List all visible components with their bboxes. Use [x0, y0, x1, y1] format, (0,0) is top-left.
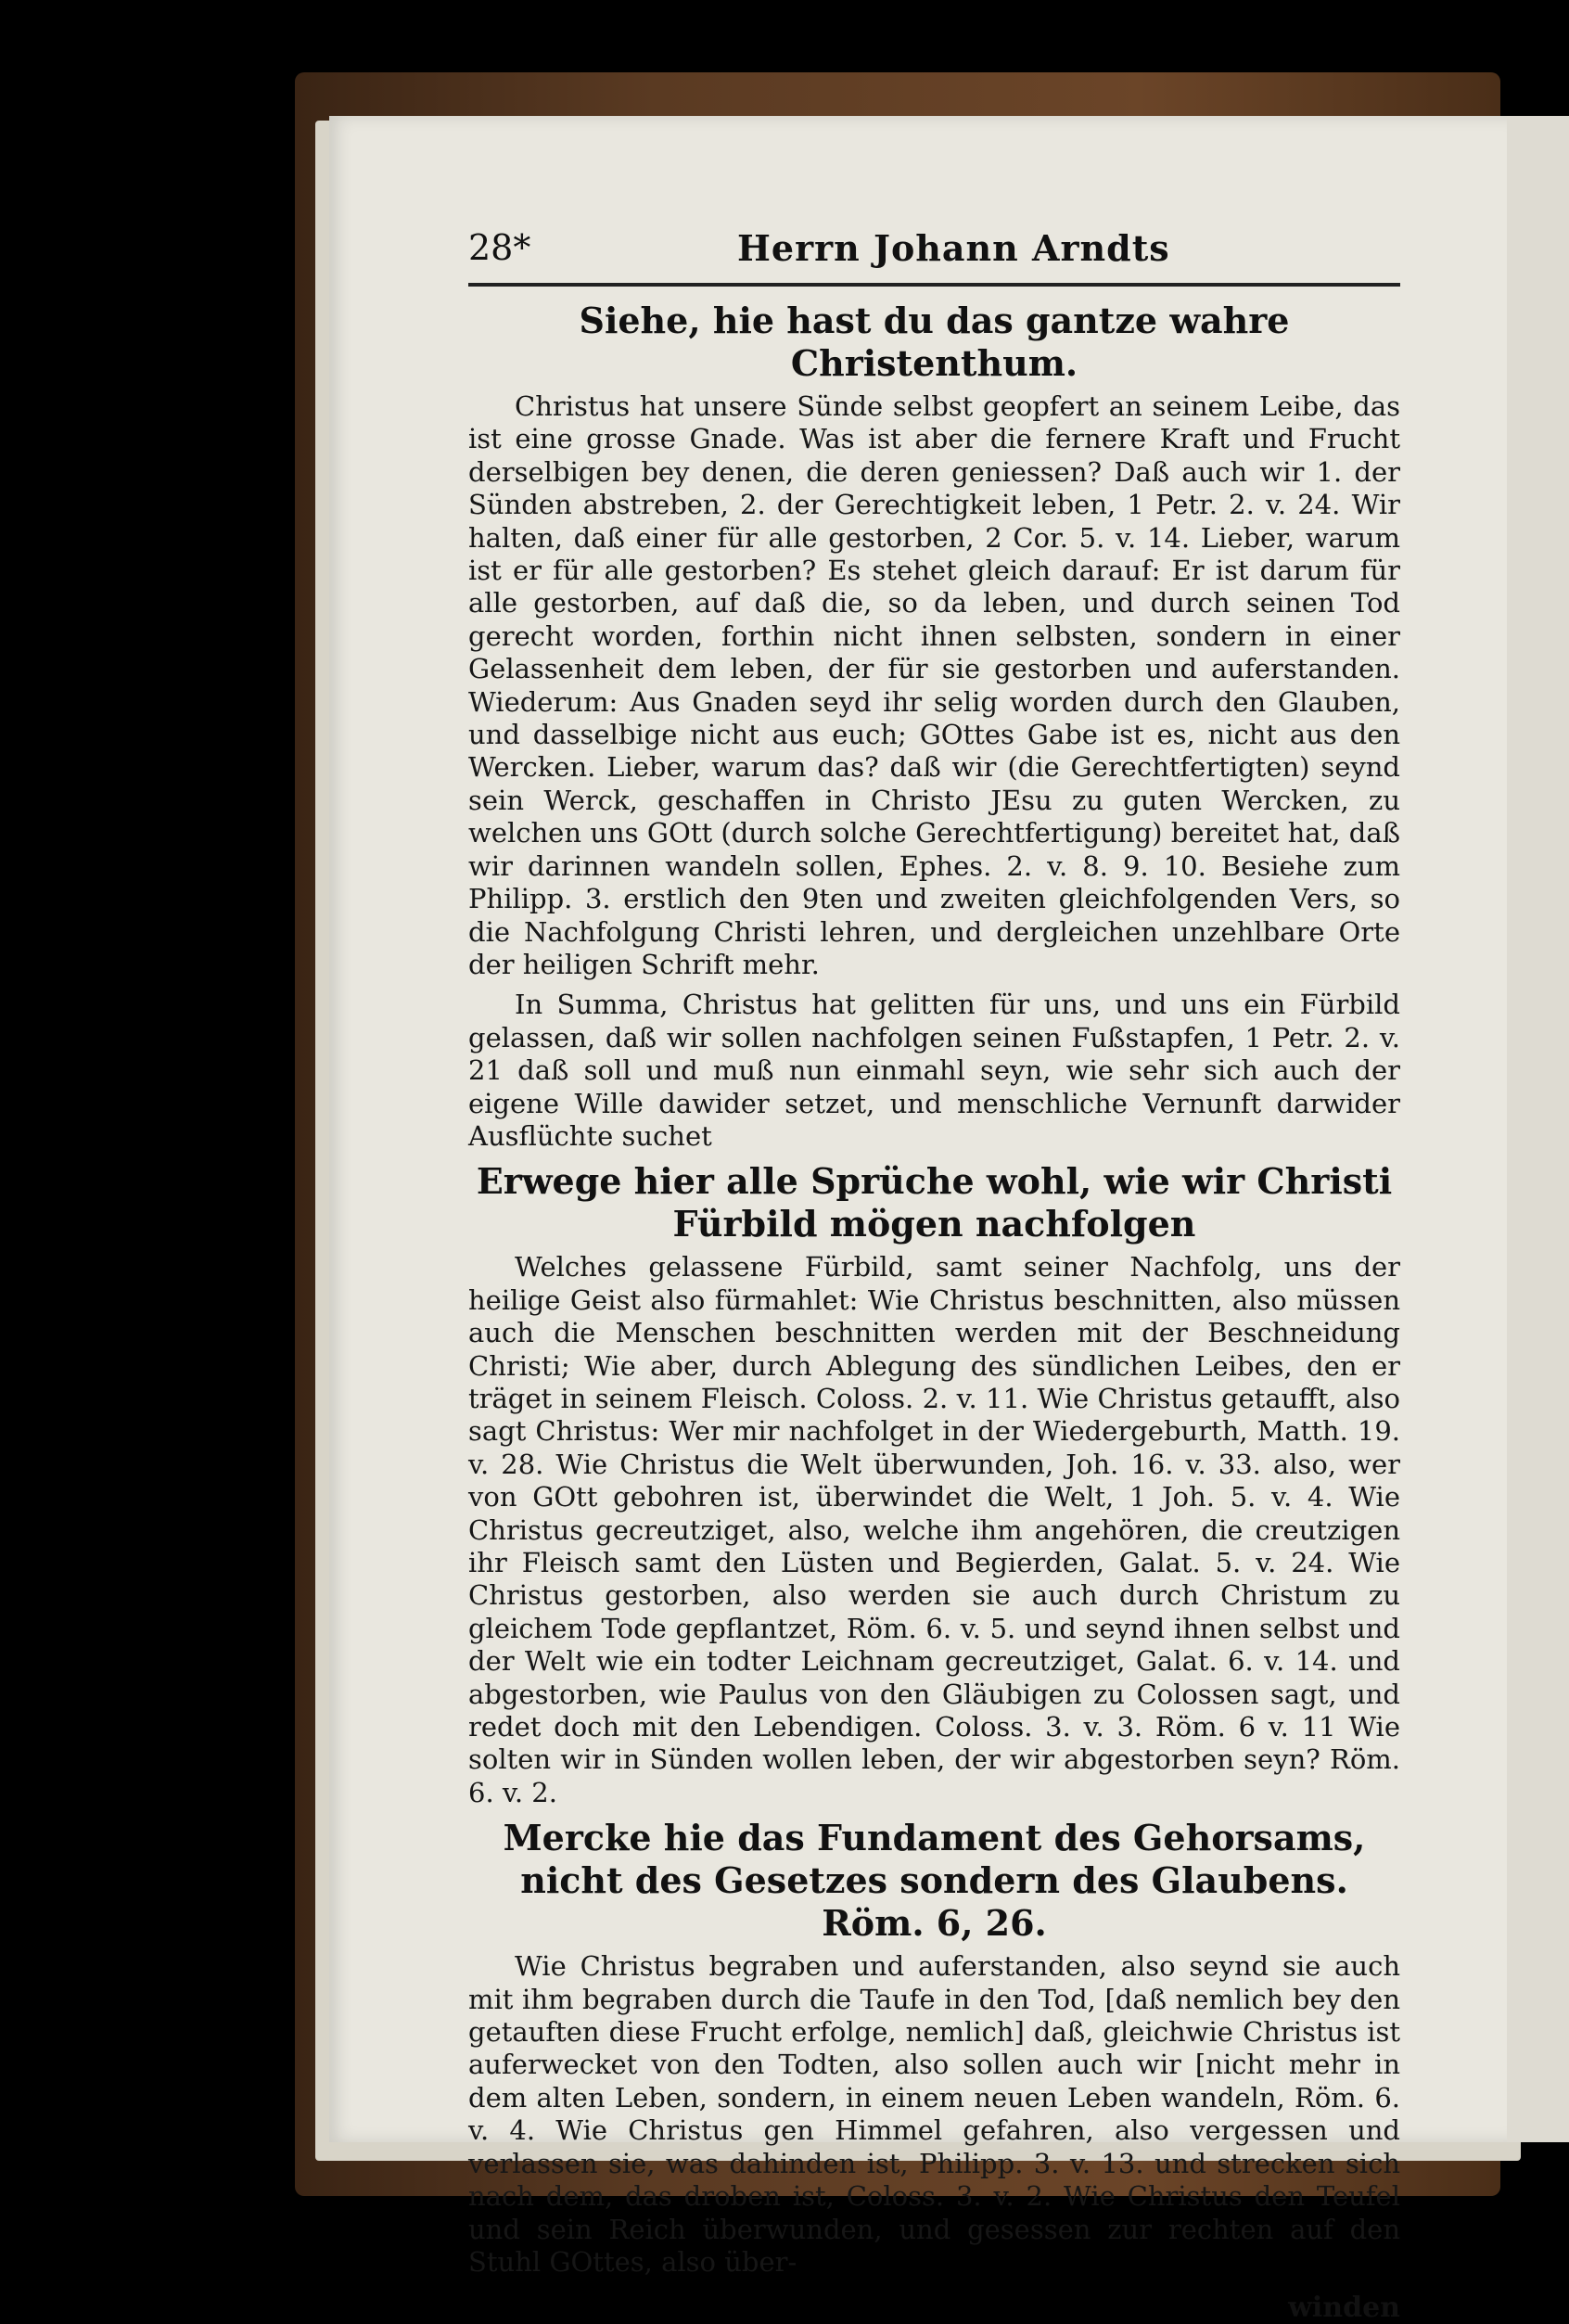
page-content — [468, 227, 1400, 2324]
paragraph: Wie Christus begraben und auferstanden, also seynd sie auch mit ihm begraben durch die Taufe in den Tod, [daß nemlich bey den getauften diese Frucht erfolge, nemlich] daß, gleichwie Christus ist auferwecket von den Todten, also sollen auch wir [nicht mehr in dem alten Leben, sondern, in einem neuen Leben wandeln, Röm. 6. v. 4. Wie Christus gen Himmel gefahren, also vergessen und verlassen sie, was dahinden ist, Philipp. 3. v. 13. und strecken sich nach dem, das droben ist, Coloss. 3. v. 2. Wie Christus den Teufel und sein Reich überwunden, und gesessen zur rechten auf den Stuhl GOttes, also über- — [468, 1950, 1400, 2278]
facing-page-edge — [1507, 116, 1569, 2142]
paragraph: Christus hat unsere Sünde selbst geopfert an seinem Leibe, das ist eine grosse Gnade. Was ist aber die fernere Kraft und Frucht derselbigen bey denen, die deren geniessen? Daß auch wir 1. der Sünden abstreben, 2. der Gerechtigkeit leben, 1 Petr. 2. v. 24. Wir halten, daß einer für alle gestorben, 2 Cor. 5. v. 14. Lieber, warum ist er für alle gestorben? Es stehet gleich darauf: Er ist darum für alle gestorben, auf daß die, so da leben, und durch seinen Tod gerecht worden, forthin nicht ihnen selbsten, sondern in einer Gelassenheit dem leben, der für sie gestorben und auferstanden. Wiederum: Aus Gnaden seyd ihr selig worden durch den Glauben, und dasselbige nicht aus euch; GOttes Gabe ist es, nicht aus den Wercken. Lieber, warum das? daß wir (die Gerechtfertigten) seynd sein Werck, geschaffen in Christo JEsu zu guten Wercken, zu welchen uns GOtt (durch solche Gerechtfertigung) bereitet hat, daß wir darinnen wandeln sollen, Ephes. 2. v. 8. 9. 10. Besiehe zum Philipp. 3. erstlich den 9ten und zweiten gleichfolgenden Vers, so die Nachfolgung Christi lehren, und dergleichen unzehlbare Orte der heiligen Schrift mehr. — [468, 390, 1400, 980]
section-heading: Erwege hier alle Sprüche wohl, wie wir Christi Fürbild mögen nachfolgen — [476, 1160, 1393, 1245]
catchword: winden — [1288, 2292, 1400, 2324]
header-rule — [468, 283, 1400, 287]
section-heading: Mercke hie das Fundament des Gehorsams, nicht des Gesetzes sondern des Glaubens. Röm. 6, 26. — [503, 1817, 1366, 1945]
book-page — [329, 116, 1516, 2324]
paragraph: In Summa, Christus hat gelitten für uns, und uns ein Fürbild gelassen, daß wir sollen nachfolgen seinen Fußstapfen, 1 Petr. 2. v. 21 daß soll und muß nun einmahl seyn, wie sehr sich auch der eigene Wille dawider setzet, und menschliche Vernunft darwider Ausflüchte suchet — [468, 989, 1400, 1152]
running-head — [468, 227, 1400, 277]
page-number: 28* — [468, 227, 531, 268]
running-title: Herrn Johann Arndts — [737, 227, 1170, 269]
section-heading: Siehe, hie hast du das gantze wahre Christenthum. — [579, 300, 1290, 384]
paragraph: Welches gelassene Fürbild, samt seiner Nachfolg, uns der heilige Geist also fürmahlet: Wie Christus beschnitten, also müssen auch die Menschen beschnitten werden mit der Beschneidung Christi; Wie aber, durch Ablegung des sündlichen Leibes, den er träget in seinem Fleisch. Coloss. 2. v. 11. Wie Christus getaufft, also sagt Christus: Wer mir nachfolget in der Wiedergeburth, Matth. 19. v. 28. Wie Christus die Welt überwunden, Joh. 16. v. 33. also, wer von GOtt gebohren ist, überwindet die Welt, 1 Joh. 5. v. 4. Wie Christus gecreutziget, also, welche ihm angehören, die creutzigen ihr Fleisch samt den Lüsten und Begierden, Galat. 5. v. 24. Wie Christus gestorben, also werden sie auch durch Christum zu gleichem Tode gepflantzet, Röm. 6. v. 5. und seynd ihnen selbst und der Welt wie ein todter Leichnam gecreutziget, Galat. 6. v. 14. und abgestorben, wie Paulus von den Gläubigen zu Colossen sagt, und redet doch mit den Lebendigen. Coloss. 3. v. 3. Röm. 6 v. 11 Wie solten wir in Sünden wollen leben, der wir abgestorben seyn? Röm. 6. v. 2. — [468, 1251, 1400, 1808]
